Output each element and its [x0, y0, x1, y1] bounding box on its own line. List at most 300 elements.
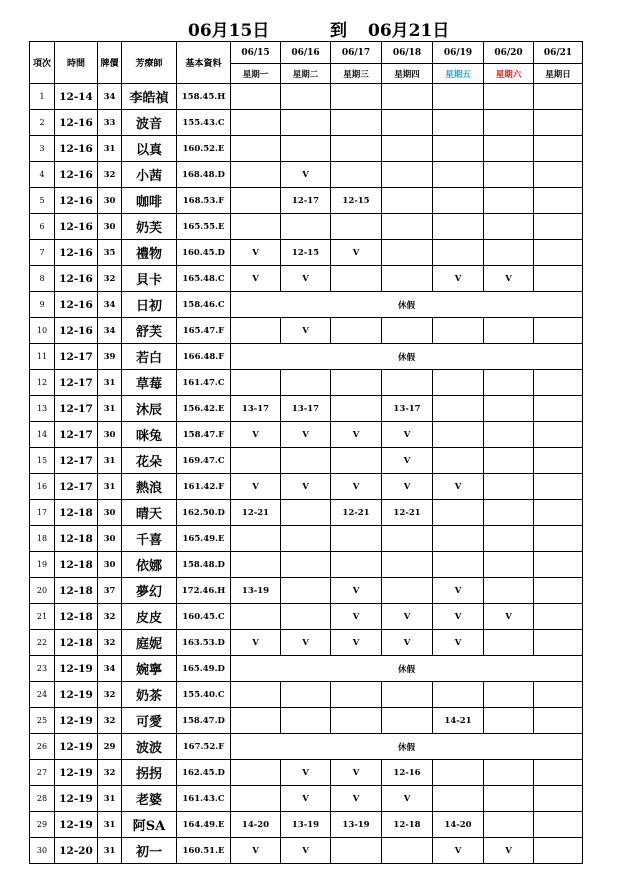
- row-day-cell: [534, 500, 583, 526]
- row-basic-info: 163.53.D: [177, 630, 231, 656]
- row-day-cell: 12-18: [382, 812, 433, 838]
- row-price: 31: [98, 396, 122, 422]
- row-time: 12-16: [55, 110, 98, 136]
- row-day-cell: V: [382, 604, 433, 630]
- row-price: 32: [98, 630, 122, 656]
- row-day-cell: [231, 188, 281, 214]
- row-day-cell: [484, 448, 534, 474]
- row-time: 12-16: [55, 214, 98, 240]
- row-therapist-name: 貝卡: [122, 266, 177, 292]
- header-date: 06/15: [231, 42, 281, 64]
- title-start-date: 06月15日: [188, 21, 270, 41]
- row-price: 31: [98, 838, 122, 864]
- header-weekday-saturday: 星期六: [484, 64, 534, 84]
- row-basic-info: 161.43.C: [177, 786, 231, 812]
- row-day-cell: V: [331, 630, 382, 656]
- row-therapist-name: 舒芙: [122, 318, 177, 344]
- row-day-cell: [382, 110, 433, 136]
- row-day-cell: V: [433, 474, 484, 500]
- row-day-cell: [433, 422, 484, 448]
- row-basic-info: 158.47.F: [177, 422, 231, 448]
- row-basic-info: 160.52.E: [177, 136, 231, 162]
- row-basic-info: 161.42.F: [177, 474, 231, 500]
- row-price: 31: [98, 786, 122, 812]
- row-index: 30: [30, 838, 55, 864]
- row-day-cell: V: [433, 266, 484, 292]
- table-row: [30, 838, 583, 864]
- row-basic-info: 165.49.E: [177, 526, 231, 552]
- title-end-date: 06月21日: [368, 21, 450, 41]
- row-day-cell: [433, 318, 484, 344]
- row-day-cell: [281, 84, 331, 110]
- row-day-cell: [382, 838, 433, 864]
- row-day-cell: [433, 188, 484, 214]
- row-time: 12-18: [55, 578, 98, 604]
- row-index: 26: [30, 734, 55, 760]
- row-index: 13: [30, 396, 55, 422]
- row-basic-info: 165.49.D: [177, 656, 231, 682]
- row-day-cell: [433, 786, 484, 812]
- row-day-cell: [484, 84, 534, 110]
- row-day-cell: [331, 682, 382, 708]
- row-day-cell: [433, 448, 484, 474]
- row-day-cell: V: [331, 422, 382, 448]
- row-day-cell: [433, 682, 484, 708]
- row-index: 22: [30, 630, 55, 656]
- row-day-cell: [382, 240, 433, 266]
- row-day-cell: [534, 630, 583, 656]
- row-day-off: 休假: [231, 734, 583, 760]
- row-therapist-name: 以真: [122, 136, 177, 162]
- row-index: 11: [30, 344, 55, 370]
- row-day-cell: [231, 682, 281, 708]
- row-day-cell: V: [231, 838, 281, 864]
- row-day-cell: [331, 110, 382, 136]
- row-price: 31: [98, 448, 122, 474]
- row-therapist-name: 晴天: [122, 500, 177, 526]
- row-day-cell: V: [281, 162, 331, 188]
- table-row: [30, 214, 583, 240]
- row-day-off: 休假: [231, 656, 583, 682]
- table-row: [30, 292, 583, 318]
- row-index: 29: [30, 812, 55, 838]
- table-row: [30, 474, 583, 500]
- row-price: 32: [98, 760, 122, 786]
- header-row-dates: [30, 42, 583, 64]
- row-index: 15: [30, 448, 55, 474]
- row-therapist-name: 李皓禎: [122, 84, 177, 110]
- header-weekday: 星期一: [231, 64, 281, 84]
- row-day-cell: [484, 552, 534, 578]
- row-time: 12-18: [55, 604, 98, 630]
- row-therapist-name: 奶芙: [122, 214, 177, 240]
- row-basic-info: 167.52.F: [177, 734, 231, 760]
- row-therapist-name: 皮皮: [122, 604, 177, 630]
- row-day-cell: [484, 630, 534, 656]
- row-basic-info: 158.47.D: [177, 708, 231, 734]
- row-index: 24: [30, 682, 55, 708]
- row-basic-info: 165.47.F: [177, 318, 231, 344]
- row-day-cell: [534, 396, 583, 422]
- row-therapist-name: 老婆: [122, 786, 177, 812]
- row-day-cell: V: [281, 786, 331, 812]
- row-basic-info: 156.42.E: [177, 396, 231, 422]
- row-therapist-name: 可愛: [122, 708, 177, 734]
- row-therapist-name: 阿SA: [122, 812, 177, 838]
- header-weekday: 星期二: [281, 64, 331, 84]
- row-day-cell: [484, 526, 534, 552]
- row-day-cell: [231, 110, 281, 136]
- row-day-cell: [534, 370, 583, 396]
- row-day-cell: [231, 526, 281, 552]
- row-day-cell: [534, 526, 583, 552]
- table-row: [30, 188, 583, 214]
- row-therapist-name: 波音: [122, 110, 177, 136]
- row-day-cell: V: [231, 474, 281, 500]
- row-price: 31: [98, 136, 122, 162]
- row-day-cell: [433, 162, 484, 188]
- row-day-cell: 12-15: [331, 188, 382, 214]
- row-index: 21: [30, 604, 55, 630]
- row-time: 12-19: [55, 682, 98, 708]
- row-price: 32: [98, 604, 122, 630]
- row-day-cell: [534, 552, 583, 578]
- row-time: 12-19: [55, 734, 98, 760]
- row-day-cell: [281, 136, 331, 162]
- row-day-cell: 13-17: [231, 396, 281, 422]
- header-info: 基本資料: [177, 42, 231, 84]
- row-day-cell: [484, 370, 534, 396]
- row-day-cell: [231, 448, 281, 474]
- row-therapist-name: 禮物: [122, 240, 177, 266]
- row-day-cell: V: [382, 448, 433, 474]
- row-day-cell: 13-17: [281, 396, 331, 422]
- row-time: 12-18: [55, 630, 98, 656]
- row-day-cell: [382, 552, 433, 578]
- row-day-cell: [534, 318, 583, 344]
- row-day-cell: [331, 838, 382, 864]
- row-day-cell: V: [331, 760, 382, 786]
- row-day-cell: V: [231, 630, 281, 656]
- row-day-cell: [534, 708, 583, 734]
- row-index: 20: [30, 578, 55, 604]
- row-day-cell: V: [484, 838, 534, 864]
- row-basic-info: 168.53.F: [177, 188, 231, 214]
- row-day-cell: [484, 500, 534, 526]
- row-day-cell: [534, 422, 583, 448]
- row-day-off: 休假: [231, 292, 583, 318]
- row-day-cell: 14-20: [433, 812, 484, 838]
- row-day-cell: [331, 370, 382, 396]
- table-row: [30, 682, 583, 708]
- header-date: 06/19: [433, 42, 484, 64]
- table-row: [30, 630, 583, 656]
- row-day-cell: V: [331, 578, 382, 604]
- row-index: 4: [30, 162, 55, 188]
- row-time: 12-20: [55, 838, 98, 864]
- row-day-cell: [534, 604, 583, 630]
- row-day-cell: [484, 318, 534, 344]
- row-day-cell: V: [281, 760, 331, 786]
- row-time: 12-19: [55, 760, 98, 786]
- row-day-cell: [382, 370, 433, 396]
- row-basic-info: 164.49.E: [177, 812, 231, 838]
- row-day-cell: [331, 448, 382, 474]
- row-index: 8: [30, 266, 55, 292]
- row-day-cell: [484, 760, 534, 786]
- row-day-off: 休假: [231, 344, 583, 370]
- row-day-cell: [281, 370, 331, 396]
- row-time: 12-19: [55, 656, 98, 682]
- row-price: 39: [98, 344, 122, 370]
- row-basic-info: 165.55.E: [177, 214, 231, 240]
- row-day-cell: [433, 110, 484, 136]
- row-day-cell: [231, 760, 281, 786]
- row-price: 30: [98, 422, 122, 448]
- row-day-cell: [331, 708, 382, 734]
- row-day-cell: [534, 136, 583, 162]
- table-row: [30, 344, 583, 370]
- row-price: 34: [98, 84, 122, 110]
- row-time: 12-19: [55, 708, 98, 734]
- row-time: 12-16: [55, 136, 98, 162]
- row-time: 12-17: [55, 448, 98, 474]
- row-therapist-name: 咪兔: [122, 422, 177, 448]
- row-price: 30: [98, 552, 122, 578]
- header-weekday: 星期日: [534, 64, 583, 84]
- row-day-cell: V: [281, 838, 331, 864]
- row-day-cell: [484, 786, 534, 812]
- header-therapist: 芳療師: [122, 42, 177, 84]
- row-day-cell: [231, 84, 281, 110]
- row-price: 30: [98, 188, 122, 214]
- row-basic-info: 155.43.C: [177, 110, 231, 136]
- row-day-cell: [231, 214, 281, 240]
- row-index: 1: [30, 84, 55, 110]
- table-row: [30, 656, 583, 682]
- row-day-cell: [281, 708, 331, 734]
- row-day-cell: [382, 162, 433, 188]
- row-time: 12-19: [55, 812, 98, 838]
- row-day-cell: [433, 500, 484, 526]
- schedule-table: [29, 41, 583, 864]
- header-weekday: 星期四: [382, 64, 433, 84]
- row-basic-info: 160.45.C: [177, 604, 231, 630]
- row-day-cell: [433, 136, 484, 162]
- row-day-cell: V: [433, 578, 484, 604]
- row-time: 12-16: [55, 240, 98, 266]
- row-price: 30: [98, 214, 122, 240]
- row-index: 17: [30, 500, 55, 526]
- row-day-cell: [433, 214, 484, 240]
- row-day-cell: [281, 448, 331, 474]
- row-day-cell: [231, 162, 281, 188]
- row-price: 35: [98, 240, 122, 266]
- table-row: [30, 760, 583, 786]
- row-time: 12-17: [55, 344, 98, 370]
- row-time: 12-16: [55, 318, 98, 344]
- header-time: 時間: [55, 42, 98, 84]
- row-therapist-name: 熱浪: [122, 474, 177, 500]
- row-therapist-name: 婉寧: [122, 656, 177, 682]
- row-day-cell: [534, 448, 583, 474]
- row-day-cell: V: [484, 604, 534, 630]
- row-day-cell: [433, 396, 484, 422]
- row-day-cell: [484, 474, 534, 500]
- row-therapist-name: 拐拐: [122, 760, 177, 786]
- row-day-cell: [484, 812, 534, 838]
- row-day-cell: [231, 552, 281, 578]
- row-day-cell: [331, 526, 382, 552]
- row-therapist-name: 小茜: [122, 162, 177, 188]
- row-day-cell: V: [382, 422, 433, 448]
- row-day-cell: V: [331, 604, 382, 630]
- table-row: [30, 110, 583, 136]
- row-day-cell: [281, 682, 331, 708]
- row-day-cell: [231, 786, 281, 812]
- row-time: 12-17: [55, 370, 98, 396]
- row-index: 2: [30, 110, 55, 136]
- row-therapist-name: 夢幻: [122, 578, 177, 604]
- row-price: 32: [98, 266, 122, 292]
- row-day-cell: [534, 266, 583, 292]
- row-basic-info: 155.40.C: [177, 682, 231, 708]
- row-day-cell: [484, 578, 534, 604]
- row-day-cell: V: [433, 838, 484, 864]
- row-index: 27: [30, 760, 55, 786]
- row-price: 30: [98, 526, 122, 552]
- row-day-cell: 13-17: [382, 396, 433, 422]
- table-row: [30, 734, 583, 760]
- row-day-cell: [534, 214, 583, 240]
- row-price: 32: [98, 162, 122, 188]
- row-time: 12-18: [55, 552, 98, 578]
- row-therapist-name: 初一: [122, 838, 177, 864]
- row-price: 34: [98, 656, 122, 682]
- header-index: 項次: [30, 42, 55, 84]
- row-day-cell: [433, 552, 484, 578]
- row-day-cell: [534, 578, 583, 604]
- row-index: 28: [30, 786, 55, 812]
- row-basic-info: 162.50.D: [177, 500, 231, 526]
- row-index: 23: [30, 656, 55, 682]
- row-day-cell: [534, 188, 583, 214]
- row-day-cell: [331, 136, 382, 162]
- row-day-cell: [281, 526, 331, 552]
- row-time: 12-19: [55, 786, 98, 812]
- schedule-title: [0, 14, 618, 40]
- row-day-cell: [281, 500, 331, 526]
- row-day-cell: [433, 526, 484, 552]
- row-day-cell: [484, 214, 534, 240]
- row-day-cell: [382, 266, 433, 292]
- row-day-cell: [382, 526, 433, 552]
- row-day-cell: [382, 578, 433, 604]
- row-day-cell: [534, 474, 583, 500]
- row-day-cell: [281, 214, 331, 240]
- row-day-cell: [281, 552, 331, 578]
- table-row: [30, 162, 583, 188]
- row-day-cell: [534, 838, 583, 864]
- table-row: [30, 786, 583, 812]
- table-row: [30, 448, 583, 474]
- table-row: [30, 136, 583, 162]
- row-day-cell: [484, 422, 534, 448]
- row-basic-info: 160.51.E: [177, 838, 231, 864]
- table-row: [30, 604, 583, 630]
- row-day-cell: V: [331, 786, 382, 812]
- row-day-cell: [231, 136, 281, 162]
- row-day-cell: [331, 318, 382, 344]
- row-day-cell: [331, 84, 382, 110]
- row-day-cell: 13-19: [231, 578, 281, 604]
- row-basic-info: 162.45.D: [177, 760, 231, 786]
- row-day-cell: [382, 214, 433, 240]
- table-row: [30, 812, 583, 838]
- row-day-cell: 12-21: [331, 500, 382, 526]
- table-row: [30, 84, 583, 110]
- row-day-cell: [281, 604, 331, 630]
- row-day-cell: 13-19: [331, 812, 382, 838]
- row-day-cell: [433, 760, 484, 786]
- row-day-cell: [281, 578, 331, 604]
- row-day-cell: V: [331, 474, 382, 500]
- row-day-cell: [382, 84, 433, 110]
- row-day-cell: [534, 682, 583, 708]
- row-time: 12-16: [55, 266, 98, 292]
- row-day-cell: V: [484, 266, 534, 292]
- row-price: 32: [98, 682, 122, 708]
- row-day-cell: 12-17: [281, 188, 331, 214]
- row-day-cell: V: [281, 318, 331, 344]
- row-price: 30: [98, 500, 122, 526]
- row-therapist-name: 波波: [122, 734, 177, 760]
- row-day-cell: [484, 188, 534, 214]
- row-time: 12-14: [55, 84, 98, 110]
- row-time: 12-16: [55, 292, 98, 318]
- header-date: 06/21: [534, 42, 583, 64]
- title-to-word: 到: [330, 21, 347, 41]
- row-therapist-name: 千喜: [122, 526, 177, 552]
- row-index: 19: [30, 552, 55, 578]
- row-day-cell: V: [231, 240, 281, 266]
- header-date: 06/16: [281, 42, 331, 64]
- row-day-cell: [484, 708, 534, 734]
- row-day-cell: 12-21: [231, 500, 281, 526]
- row-basic-info: 160.45.D: [177, 240, 231, 266]
- row-price: 31: [98, 812, 122, 838]
- row-day-cell: [433, 240, 484, 266]
- row-price: 29: [98, 734, 122, 760]
- row-basic-info: 161.47.C: [177, 370, 231, 396]
- row-day-cell: [433, 84, 484, 110]
- row-price: 31: [98, 474, 122, 500]
- row-therapist-name: 日初: [122, 292, 177, 318]
- row-day-cell: 13-19: [281, 812, 331, 838]
- row-time: 12-17: [55, 422, 98, 448]
- row-therapist-name: 若白: [122, 344, 177, 370]
- row-basic-info: 166.48.F: [177, 344, 231, 370]
- row-day-cell: 14-20: [231, 812, 281, 838]
- row-day-cell: [231, 318, 281, 344]
- row-price: 32: [98, 708, 122, 734]
- table-row: [30, 422, 583, 448]
- row-index: 6: [30, 214, 55, 240]
- row-day-cell: [382, 188, 433, 214]
- table-row: [30, 500, 583, 526]
- row-index: 18: [30, 526, 55, 552]
- row-index: 14: [30, 422, 55, 448]
